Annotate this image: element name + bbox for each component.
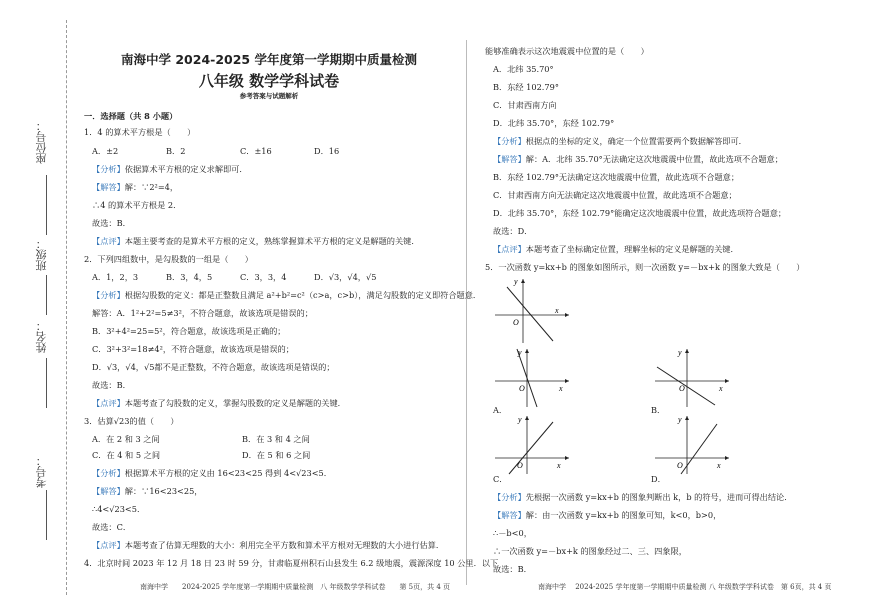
- q2-stem: 2．下列四组数中，是勾股数的一组是（ ）: [84, 254, 253, 264]
- q1-comment: 【点评】本题主要考查的是算术平方根的定义，熟练掌握算术平方根的定义是解题的关键．: [92, 236, 420, 246]
- q1-solution-2: ∴4 的算术平方根是 2．: [92, 200, 182, 210]
- q4-analysis: 【分析】根据点的坐标的定义，确定一个位置需要两个数据解答即可．: [493, 136, 747, 146]
- q1-option-c: C．±16: [240, 146, 272, 156]
- q5-graph-a: [493, 345, 573, 410]
- q2-comment: 【点评】本题考查了勾股数的定义，掌握勾股数的定义是解题的关键．: [92, 398, 346, 408]
- q4-option-b: B．东经 102.79°: [493, 82, 559, 92]
- d-x-label: x: [717, 461, 721, 470]
- q1-option-d: D．16: [314, 146, 340, 156]
- q5-label-c: C．: [493, 474, 508, 484]
- name-line: [46, 358, 47, 408]
- q3-analysis: 【分析】根据算术平方根的定义由 16<23<25 得到 4<√23<5．: [92, 468, 332, 478]
- q5-label-d: D．: [651, 474, 666, 484]
- c-x-label: x: [557, 461, 561, 470]
- q3-option-c: C．在 4 和 5 之间: [92, 450, 161, 460]
- q1-option-a: A．±2: [92, 146, 119, 156]
- q3-comment: 【点评】本题考查了估算无理数的大小：利用完全平方数和算术平方根对无理数的大小进行估算．: [92, 540, 445, 550]
- q4-option-d: D．北纬 35.70°，东经 102.79°: [493, 118, 615, 128]
- q5-stem: 5．一次函数 y=kx+b 的图象如图所示，则一次函数 y=－bx+k 的图象大致是（ ）: [485, 262, 805, 272]
- exam-title: 南海中学 2024-2025 学年度第一学期期中质量检测: [121, 52, 417, 67]
- cut-line: [66, 20, 67, 595]
- binding-strip: [0, 0, 70, 615]
- q5-choose: 故选：B．: [493, 564, 532, 574]
- q2-solution-3: C．3²+3²=18≠4²，不符合题意，故该选项是错误的；: [92, 344, 294, 354]
- seat-line: [46, 175, 47, 235]
- q4-solution-4: D．北纬 35.70°，东经 102.79°能确定这次地震震中位置，故此选项符合题意；: [493, 208, 787, 218]
- q3-solution-2: ∴4<√23<5．: [92, 504, 146, 514]
- q5-label-a: A．: [493, 405, 508, 415]
- q2-option-a: A．1，2，3: [92, 272, 139, 282]
- q1-analysis: 【分析】依据算术平方根的定义求解即可．: [92, 164, 248, 174]
- d-origin-label: O: [677, 461, 683, 470]
- q5-solution: 【解答】解：由一次函数 y=kx+b 的图象可知，k<0，b>0，: [493, 510, 722, 520]
- a-origin-label: O: [519, 384, 525, 393]
- q4-solution-3: C．甘肃西南方向无法确定这次地震震中位置，故此选项不合题意；: [493, 190, 737, 200]
- name-label: 姓名：: [35, 320, 48, 353]
- a-y-label: y: [518, 348, 522, 357]
- q1-choose: 故选：B．: [92, 218, 131, 228]
- q2-option-c: C．3，3，4: [240, 272, 287, 282]
- q5-label-b: B．: [651, 405, 666, 415]
- c-y-label: y: [518, 415, 522, 424]
- answer-note: 参考答案与试题解析: [239, 92, 299, 100]
- q5-graph-c: [493, 412, 573, 477]
- q4-solution-2: B．东经 102.79°无法确定这次地震震中位置，故此选项不合题意；: [493, 172, 740, 182]
- given-x-label: x: [555, 306, 559, 315]
- q2-solution-2: B．3²+4²=25=5²，符合题意，故该选项是正确的；: [92, 326, 286, 336]
- q3-stem: 3．估算√23的值（ ）: [84, 416, 179, 426]
- b-x-label: x: [719, 384, 723, 393]
- footer-left: 南海中学 2024-2025 学年度第一学期期中质量检测 八 年级数学学科试卷 第 5页，共 4 页: [140, 583, 451, 591]
- exam-no-line: [46, 490, 47, 540]
- q1-solution: 【解答】解：∵2²=4，: [92, 182, 179, 192]
- q3-solution: 【解答】解：∵16<23<25，: [92, 486, 203, 496]
- footer-right: 南海中学 2024-2025 学年度第一学期期中质量检测 八 年级数学学科试卷 第 6页，共 4 页: [538, 583, 832, 591]
- q5-given-graph: [493, 275, 573, 345]
- c-origin-label: O: [517, 461, 523, 470]
- d-y-label: y: [678, 415, 682, 424]
- q2-option-d: D．√3，√4，√5: [314, 272, 377, 282]
- q5-solution-2: ∴－b<0，: [493, 528, 532, 538]
- q2-solution-4: D．√3，√4，√5都不是正整数，不符合题意，故该选项是错误的；: [92, 362, 335, 372]
- q2-analysis: 【分析】根据勾股数的定义：都是正整数且满足 a²+b²=c²（c>a，c>b），满足勾股数的定义即符合题意．: [92, 290, 482, 300]
- q4-stem-continued: 能够准确表示这次地震震中位置的是（ ）: [485, 46, 649, 56]
- q4-choose: 故选：D．: [493, 226, 533, 236]
- q5-solution-3: ∴一次函数 y=－bx+k 的图象经过二、三、四象限，: [493, 546, 687, 556]
- given-y-label: y: [514, 277, 518, 286]
- q3-option-a: A．在 2 和 3 之间: [92, 434, 160, 444]
- seat-label: 座位号：: [35, 120, 48, 164]
- q3-option-d: D．在 5 和 6 之间: [242, 450, 311, 460]
- q2-choose: 故选：B．: [92, 380, 131, 390]
- class-label: 班级：: [35, 238, 48, 271]
- q4-option-c: C．甘肃西南方向: [493, 100, 557, 110]
- q1-stem: 1．4 的算术平方根是（ ）: [84, 127, 196, 137]
- q4-comment: 【点评】本题考查了坐标确定位置，理解坐标的定义是解题的关键．: [493, 244, 739, 254]
- q4-solution-1: 【解答】解：A．北纬 35.70°无法确定这次地震震中位置，故此选项不合题意；: [493, 154, 783, 164]
- a-x-label: x: [559, 384, 563, 393]
- exam-no-label: 考号：: [35, 455, 48, 488]
- section-title: 一．选择题（共 8 小题）: [84, 111, 178, 121]
- q5-graph-b: [653, 345, 733, 410]
- column-divider: [466, 40, 467, 585]
- q3-option-b: B．在 3 和 4 之间: [242, 434, 310, 444]
- q4-stem: 4．北京时间 2023 年 12 月 18 日 23 时 59 分，甘肃临夏州积石山县发生 6.2 级地震，震源深度 10 公里．以下: [84, 558, 499, 568]
- given-origin-label: O: [513, 318, 519, 327]
- q3-choose: 故选：C．: [92, 522, 132, 532]
- exam-subtitle: 八年级 数学学科试卷: [198, 72, 340, 90]
- q4-option-a: A．北纬 35.70°: [493, 64, 554, 74]
- b-y-label: y: [678, 348, 682, 357]
- b-origin-label: O: [679, 384, 685, 393]
- q2-solution-1: 解答：A．1²+2²=5≠3²，不符合题意，故该选项是错误的；: [92, 308, 313, 318]
- class-line: [46, 275, 47, 315]
- q5-graph-d: [653, 412, 733, 477]
- q5-analysis: 【分析】先根据一次函数 y=kx+b 的图象判断出 k，b 的符号，进而可得出结论．: [493, 492, 793, 502]
- q1-option-b: B．2: [166, 146, 186, 156]
- q2-option-b: B．3，4，5: [166, 272, 213, 282]
